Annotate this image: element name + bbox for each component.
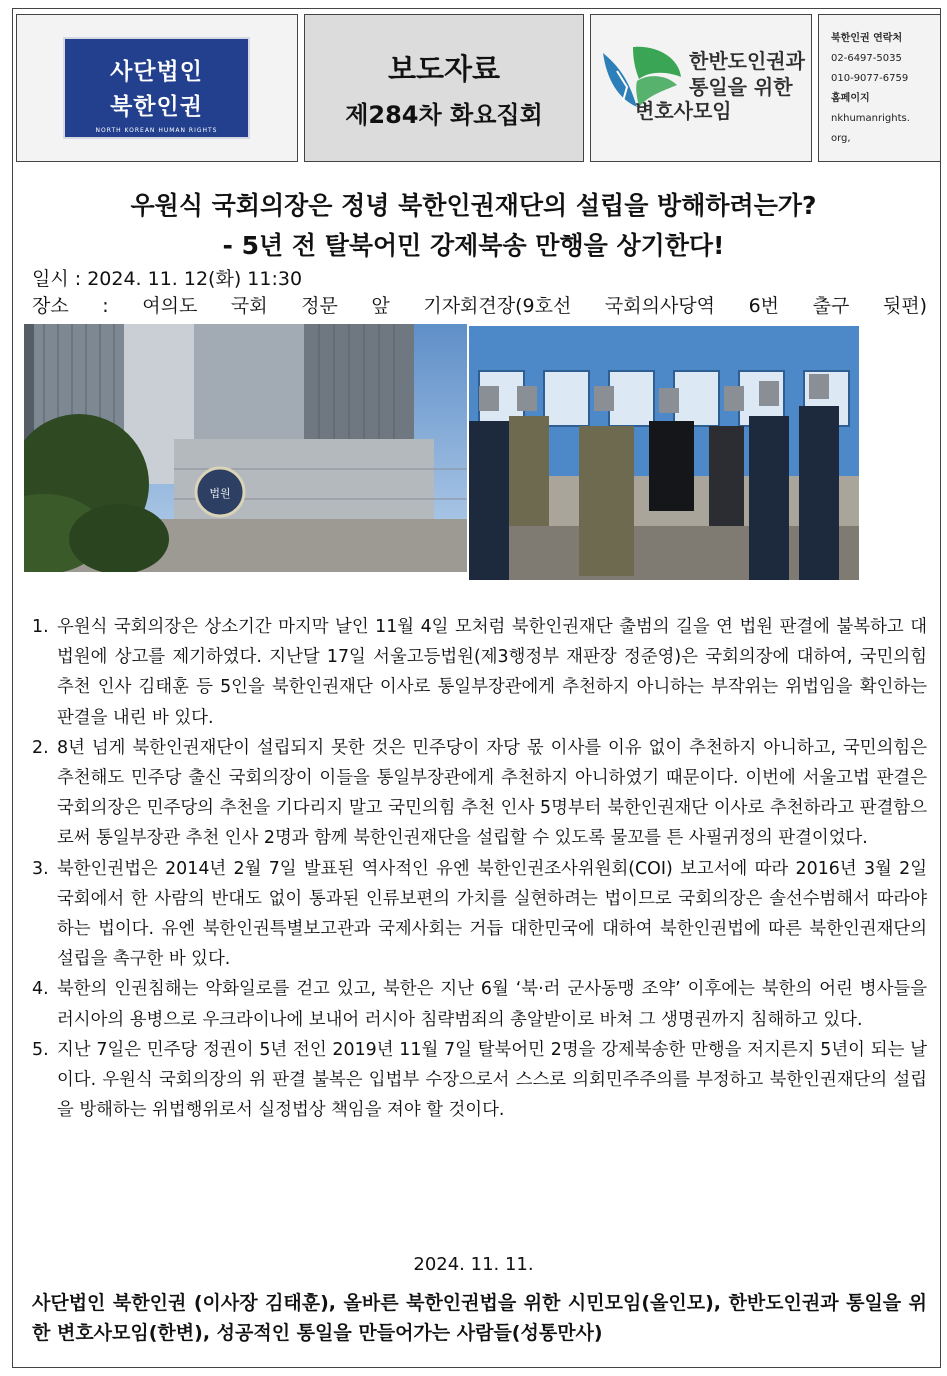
- paragraph-text: 북한의 인권침해는 악화일로를 걷고 있고, 북한은 지난 6월 ‘북·러 군사동맹 조약’ 이후에는 북한의 어린 병사들을 러시아의 용병으로 우크라이나에 보내어 러시아 침략범죄의 총알받이로 바쳐 그 생명권까지 침해하고 있다.: [57, 979, 927, 1030]
- release-date: 2024. 11. 11.: [413, 1254, 534, 1275]
- contact-phone-1: 02-6497-5035: [831, 53, 902, 64]
- paragraph-number: 5.: [32, 1039, 49, 1060]
- paragraph-2: [32, 733, 927, 854]
- repatriation-photo: [469, 326, 859, 580]
- paragraph-text: 지난 7일은 민주당 정권이 5년 전인 2019년 11월 7일 탈북어민 2명을 강제북송한 만행을 저지른지 5년이 되는 날이다. 우원식 국회의장의 위 판결 불복은 입법부 수장으로서 스스로 의회민주주의를 부정하고 북한인권재단의 설립을 방해하는 위법행위로서 실정법상 책임을 져야 할 것이다.: [57, 1039, 927, 1121]
- lawyers-logo-line1: 한반도인권과: [689, 49, 805, 73]
- paragraph-text: 북한인권법은 2014년 2월 7일 발표된 역사적인 유엔 북한인권조사위원회(COI) 보고서에 따라 2016년 3월 2일 국회에서 한 사람의 반대도 없이 통과된 인류보편의 가치를 실현하려는 법이므로 국회의장은 솔선수범해서 따라야 하는 법이다. 유엔 북한인권특별보고관과 국제사회는 거듭 대한민국에 대하여 북한인권법에 따른 북한인권재단의 설립을 촉구한 바 있다.: [57, 858, 927, 970]
- headline: 우원식 국회의장은 정녕 북한인권재단의 설립을 방해하려는가?: [130, 191, 817, 220]
- org-logo-line2: 북한인권: [110, 94, 203, 120]
- signatory-organizations: 사단법인 북한인권 (이사장 김태훈), 올바른 북한인권법을 위한 시민모임(올인모), 한반도인권과 통일을 위한 변호사모임(한변), 성공적인 통일을 만들어가는 사람들(성통만사): [32, 1292, 927, 1344]
- press-release-title: 보도자료: [387, 52, 501, 86]
- org-logo-subtitle: NORTH KOREAN HUMAN RIGHTS: [95, 127, 218, 134]
- subheadline: - 5년 전 탈북어민 강제북송 만행을 상기한다!: [222, 231, 725, 260]
- homepage-label: 홈페이지: [831, 93, 870, 104]
- event-location: 장소 : 여의도 국회 정문 앞 기자회견장(9호선 국회의사당역 6번 출구 뒷편): [32, 295, 927, 317]
- press-body: [32, 612, 927, 1125]
- paragraph-number: 1.: [32, 617, 49, 637]
- header-logo-cell: [16, 14, 298, 162]
- header-press-cell: [304, 14, 584, 162]
- org-logo: [63, 37, 250, 139]
- contact-label: 북한인권 연락처: [831, 33, 903, 44]
- paragraph-number: 3.: [32, 858, 49, 879]
- lawyers-logo: [597, 41, 807, 131]
- paragraph-5: [32, 1035, 927, 1126]
- header-contact-cell: [818, 14, 941, 162]
- paragraph-number: 4.: [32, 979, 49, 1000]
- lawyers-logo-line2: 통일을 위한: [689, 75, 793, 99]
- homepage-url-1: nkhumanrights.: [831, 113, 910, 124]
- org-logo-line1: 사단법인: [110, 59, 203, 85]
- event-datetime: 일시 : 2024. 11. 12(화) 11:30: [32, 268, 303, 290]
- paragraph-1: [32, 612, 927, 733]
- homepage-url-2: org,: [831, 133, 851, 144]
- lawyers-logo-line3: 변호사모임: [635, 99, 732, 123]
- paragraph-3: [32, 854, 927, 975]
- paragraph-4: [32, 974, 927, 1034]
- court-sign-text: 법원: [209, 487, 231, 500]
- contact-phone-2: 010-9077-6759: [831, 73, 909, 84]
- paragraph-text: 우원식 국회의장은 상소기간 마지막 날인 11월 4일 모처럼 북한인권재단 출범의 길을 연 법원 판결에 불복하고 대법원에 상고를 제기하였다. 지난달 17일 서울고등법원(제3행정부 재판장 정준영)은 국회의장에 대하여, 국민의힘 추천 인사 김태훈 등 5인을 북한인권재단 이사로 통일부장관에게 추천하지 아니하는 부작위는 위법임을 확인하는 판결을 내린 바 있다.: [57, 617, 927, 728]
- press-release-subtitle: 제284차 화요집회: [345, 101, 543, 129]
- court-building-photo: [24, 324, 467, 572]
- contact-block: [831, 29, 910, 149]
- header-lawyers-cell: [590, 14, 812, 162]
- paragraph-text: 8년 넘게 북한인권재단이 설립되지 못한 것은 민주당이 자당 몫 이사를 이유 없이 추천하지 아니하고, 국민의힘은 추천해도 민주당 출신 국회의장이 이들을 통일부장관에게 추천하지 아니하였기 때문이다. 이번에 서울고법 판결은 국회의장은 민주당의 추천을 기다리지 말고 국민의힘 추천 인사 5명부터 북한인권재단 이사로 추천하라고 판결함으로써 통일부장관 추천 인사 2명과 함께 북한인권재단을 설립할 수 있도록 물꼬를 튼 사필귀정의 판결이었다.: [57, 737, 927, 849]
- paragraph-number: 2.: [32, 737, 49, 758]
